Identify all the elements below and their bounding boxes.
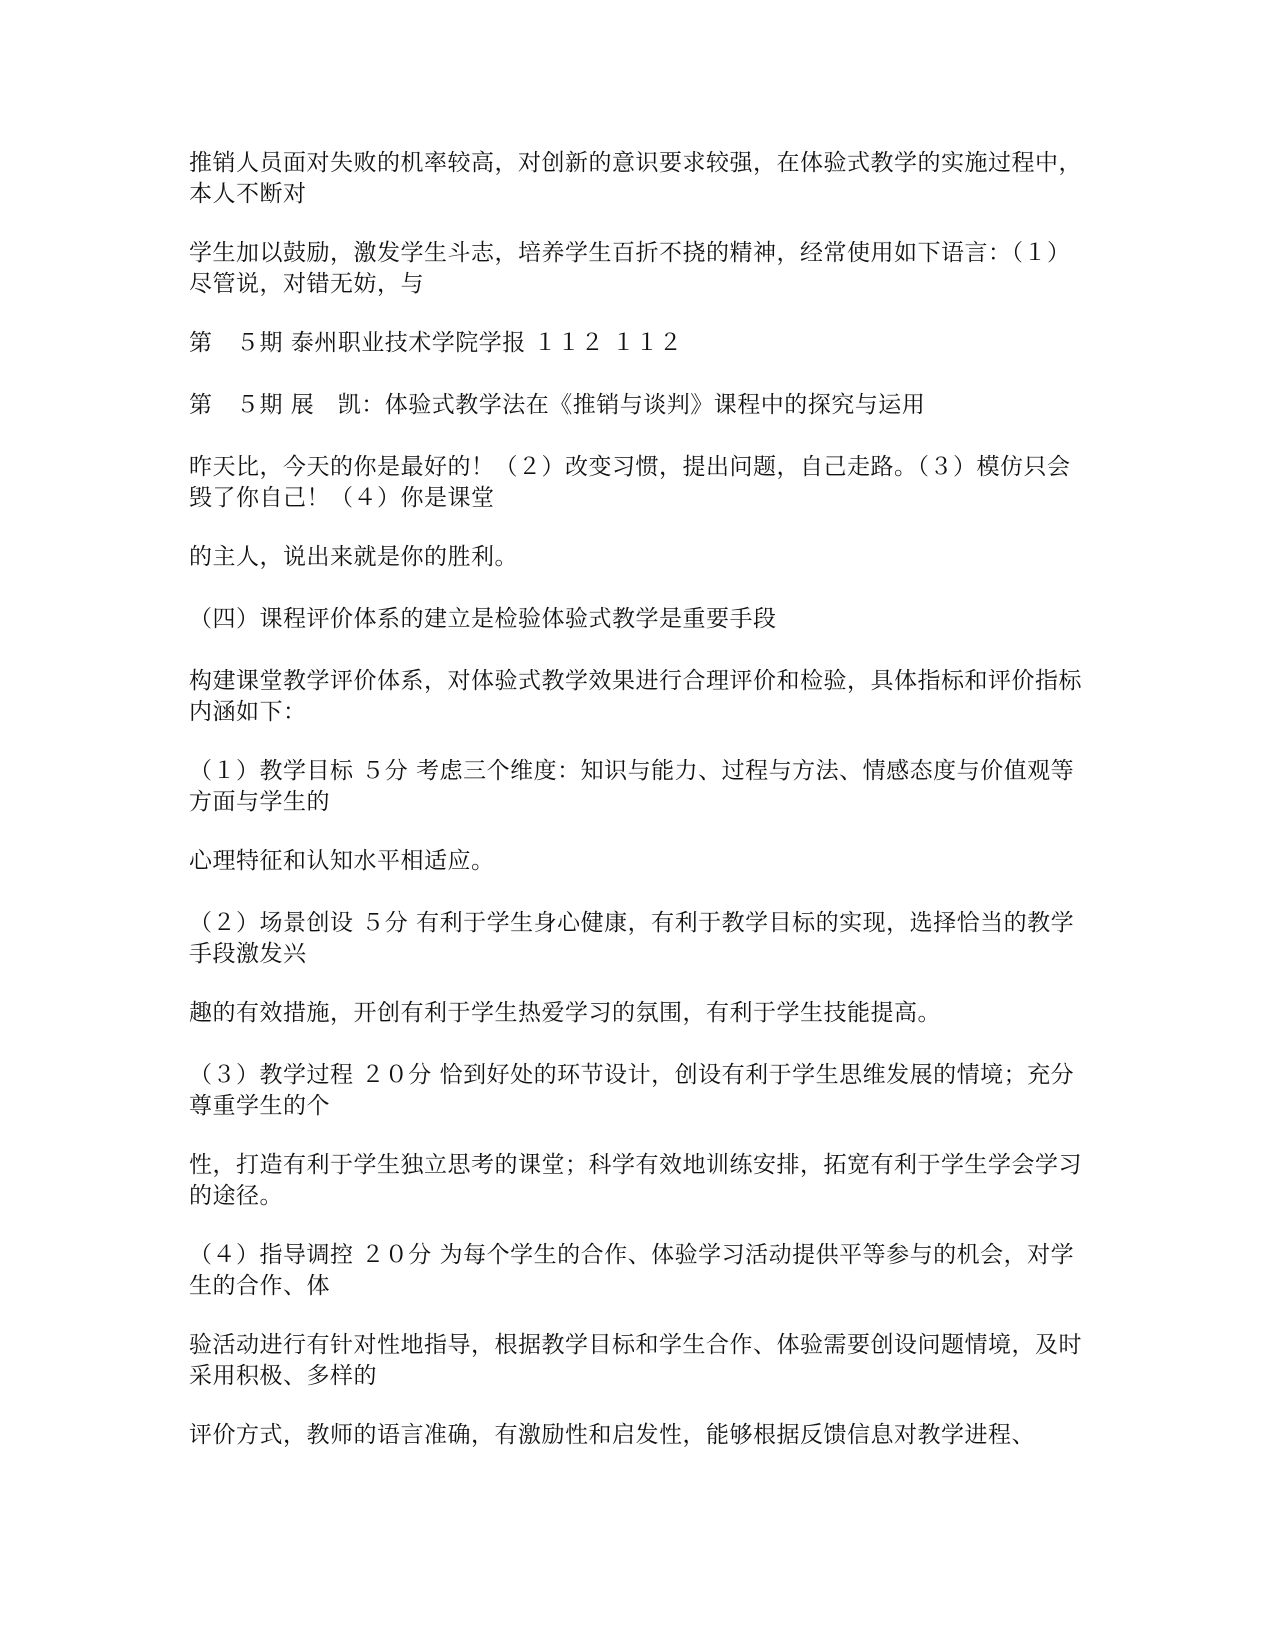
section-heading: （四）课程评价体系的建立是检验体验式教学是重要手段 — [189, 606, 777, 632]
criterion-1: （１）教学目标 ５分 考虑三个维度：知识与能力、过程与方法、情感态度与价值观等方面与学生的 — [189, 758, 1075, 815]
document-body — [189, 148, 1089, 1482]
paragraph-2: 学生加以鼓励，激发学生斗志，培养学生百折不挠的精神，经常使用如下语言：（１）尽管说，对错无妨，与 — [189, 240, 1071, 297]
criterion-3: （３）教学过程 ２０分 恰到好处的环节设计，创设有利于学生思维发展的情境；充分尊重学生的个 — [189, 1062, 1075, 1119]
criterion-3-cont: 性，打造有利于学生独立思考的课堂；科学有效地训练安排，拓宽有利于学生学会学习的途径。 — [189, 1152, 1082, 1209]
criterion-4: （４）指导调控 ２０分 为每个学生的合作、体验学习活动提供平等参与的机会，对学生的合作、体 — [189, 1242, 1075, 1299]
criterion-4-cont: 验活动进行有针对性地指导，根据教学目标和学生合作、体验需要创设问题情境，及时采用积极、多样的 — [189, 1332, 1082, 1389]
criterion-1-cont: 心理特征和认知水平相适应。 — [189, 848, 495, 874]
running-header-article: 第 ５期 展 凯：体验式教学法在《推销与谈判》课程中的探究与运用 — [189, 392, 926, 418]
paragraph-1: 推销人员面对失败的机率较高，对创新的意识要求较强，在体验式教学的实施过程中，本人不断对 — [189, 150, 1082, 207]
running-header-journal: 第 ５期 泰州职业技术学院学报 １１２ １１２ — [189, 330, 683, 356]
criterion-4-cont-2: 评价方式，教师的语言准确，有激励性和启发性，能够根据反馈信息对教学进程、 — [189, 1422, 1035, 1448]
paragraph-4: 的主人，说出来就是你的胜利。 — [189, 544, 518, 570]
criterion-2-cont: 趣的有效措施，开创有利于学生热爱学习的氛围，有利于学生技能提高。 — [189, 1000, 941, 1026]
criterion-2: （２）场景创设 ５分 有利于学生身心健康，有利于教学目标的实现，选择恰当的教学手段激发兴 — [189, 910, 1075, 967]
paragraph-3: 昨天比，今天的你是最好的！（２）改变习惯，提出问题，自己走路。（３）模仿只会毁了你自己！（４）你是课堂 — [189, 454, 1071, 511]
paragraph-5: 构建课堂教学评价体系，对体验式教学效果进行合理评价和检验，具体指标和评价指标内涵如下： — [189, 668, 1082, 725]
